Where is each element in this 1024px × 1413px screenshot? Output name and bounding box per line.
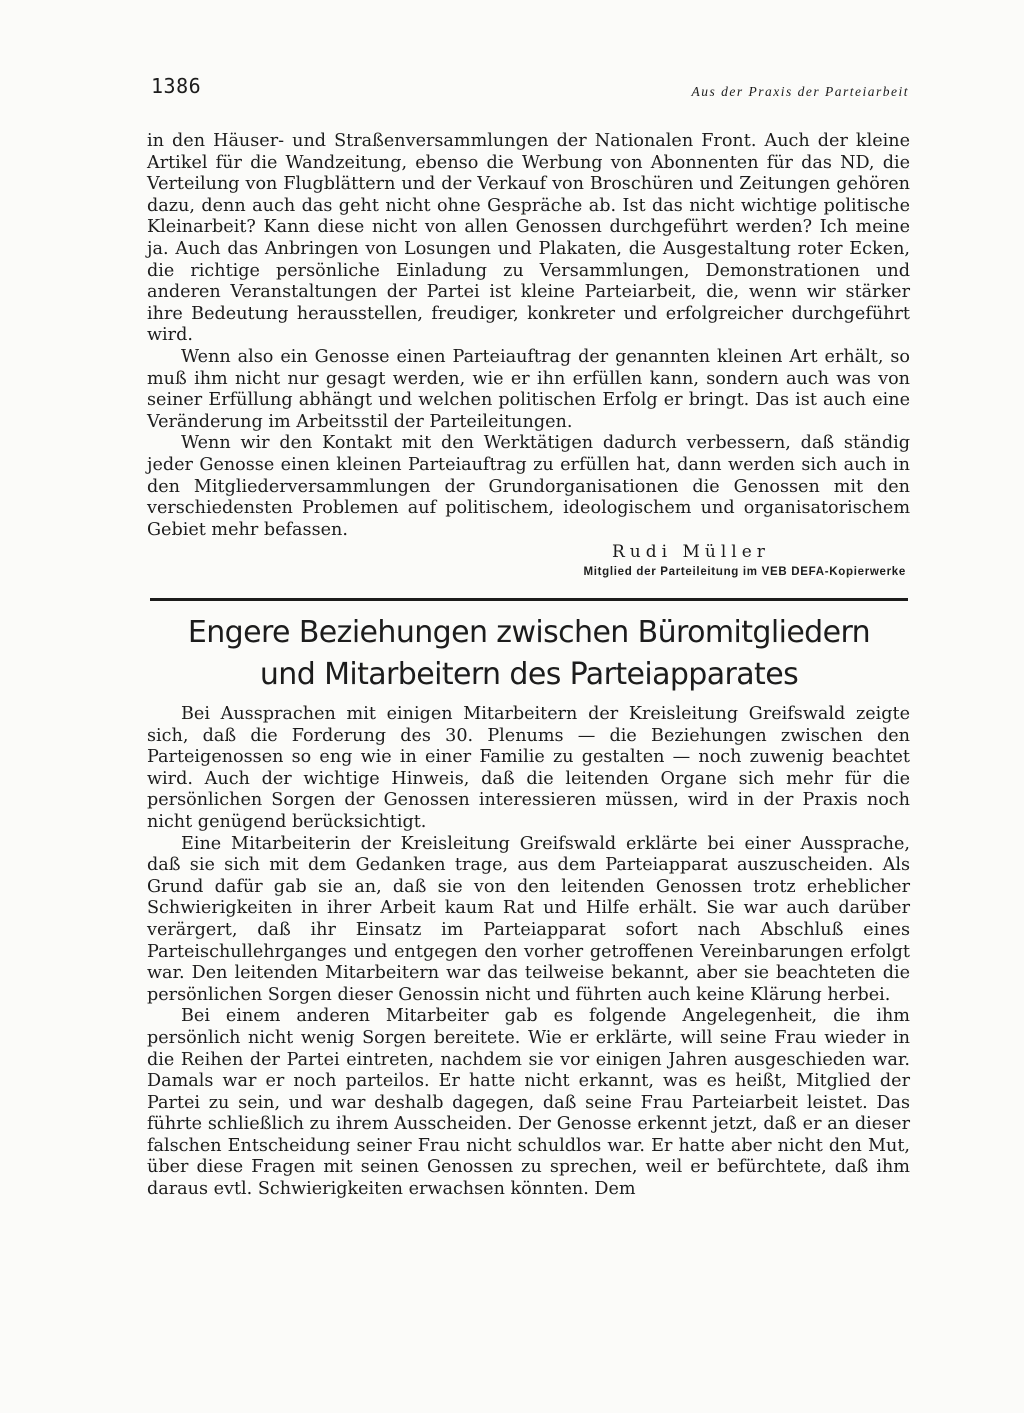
section-divider (150, 598, 908, 601)
author-signature: Rudi Müller (612, 542, 770, 562)
author-affiliation: Mitglied der Parteileitung im VEB DEFA-Kopierwerke (583, 566, 906, 578)
paragraph: Eine Mitarbeiterin der Kreisleitung Greifswald erklärte bei einer Aussprache, daß sie sich mit dem Gedanken trage, aus dem Parteiapparat auszuscheiden. Als Grund dafür gab sie an, daß sie von den leitenden Genossen trotz erheblicher Schwierigkeiten in ihrer Arbeit kaum Rat und Hilfe erhält. Sie war auch darüber verärgert, daß ihr Einsatz im Parteiapparat sofort nach Abschluß eines Parteischullehrganges und entgegen den vorher getroffenen Vereinbarungen erfolgt war. Den leitenden Mitarbeitern war das teilweise bekannt, aber sie beachteten die persönlichen Sorgen dieser Genossin nicht und führten auch keine Klärung herbei. (147, 833, 910, 1005)
page-header (151, 70, 909, 104)
paragraph: Wenn also ein Genosse einen Parteiauftrag der genannten kleinen Art erhält, so muß ihm nicht nur gesagt werden, wie er ihn erfüllen kann, sondern auch was von seiner Erfüllung abhängt und welchen politischen Erfolg er bringt. Das ist auch eine Veränderung im Arbeitsstil der Parteileitungen. (147, 346, 910, 432)
article-body (147, 704, 910, 1201)
article-headline (150, 612, 908, 696)
article-continuation (147, 131, 910, 541)
page-number: 1386 (151, 74, 202, 98)
paragraph: Bei Aussprachen mit einigen Mitarbeitern der Kreisleitung Greifswald zeigte sich, daß die Forderung des 30. Plenums — die Beziehungen zwischen den Parteigenossen so eng wie in einer Familie zu gestalten — noch zuwenig beachtet wird. Auch der wichtige Hinweis, daß die leitenden Organe sich mehr für die persönlichen Sorgen der Genossen interessieren müssen, wird in der Praxis noch nicht genügend berücksichtigt. (147, 704, 910, 832)
paragraph: Bei einem anderen Mitarbeiter gab es folgende Angelegenheit, die ihm persönlich nicht wenig Sorgen bereitete. Wie er erklärte, will seine Frau wieder in die Reihen der Partei eintreten, nachdem sie vor einigen Jahren ausgeschieden war. Damals war er noch parteilos. Er hatte nicht erkannt, was es heißt, Mitglied der Partei zu sein, und war deshalb dagegen, daß seine Frau Parteiarbeit leistet. Das führte schließlich zu ihrem Ausscheiden. Der Genosse erkennt jetzt, daß er an dieser falschen Entscheidung seiner Frau nicht schuldlos war. Er hatte aber nicht den Mut, über diese Fragen mit seinen Genossen zu sprechen, weil er befürchtete, daß ihm daraus evtl. Schwierigkeiten erwachsen könnten. Dem (147, 1006, 910, 1200)
paragraph: in den Häuser- und Straßenversammlungen der Nationalen Front. Auch der kleine Artikel für die Wandzeitung, ebenso die Werbung von Abonnenten für das ND, die Verteilung von Flugblättern und der Verkauf von Broschüren und Zeitungen gehören dazu, denn auch das geht nicht ohne Gespräche ab. Ist das nicht wichtige politische Kleinarbeit? Kann diese nicht von allen Genossen durchgeführt werden? Ich meine ja. Auch das Anbringen von Losungen und Plakaten, die Ausgestaltung roter Ecken, die richtige persönliche Einladung zu Versammlungen, Demonstrationen und anderen Veranstaltungen der Partei ist kleine Parteiarbeit, die, wenn wir stärker ihre Bedeutung herausstellen, freudiger, konkreter und erfolgreicher durchgeführt wird. (147, 131, 910, 346)
headline-line-1: Engere Beziehungen zwischen Büromitgliedern (187, 615, 871, 650)
headline-line-2: und Mitarbeitern des Parteiapparates (259, 657, 799, 692)
paragraph: Wenn wir den Kontakt mit den Werktätigen dadurch verbessern, daß ständig jeder Genosse einen kleinen Parteiauftrag zu erfüllen hat, dann werden sich auch in den Mitgliederversammlungen der Grundorganisationen die Genossen mit den verschiedensten Problemen auf politischem, ideologischem und organisatorischem Gebiet mehr befassen. (147, 433, 910, 540)
running-head: Aus der Praxis der Parteiarbeit (691, 84, 909, 99)
